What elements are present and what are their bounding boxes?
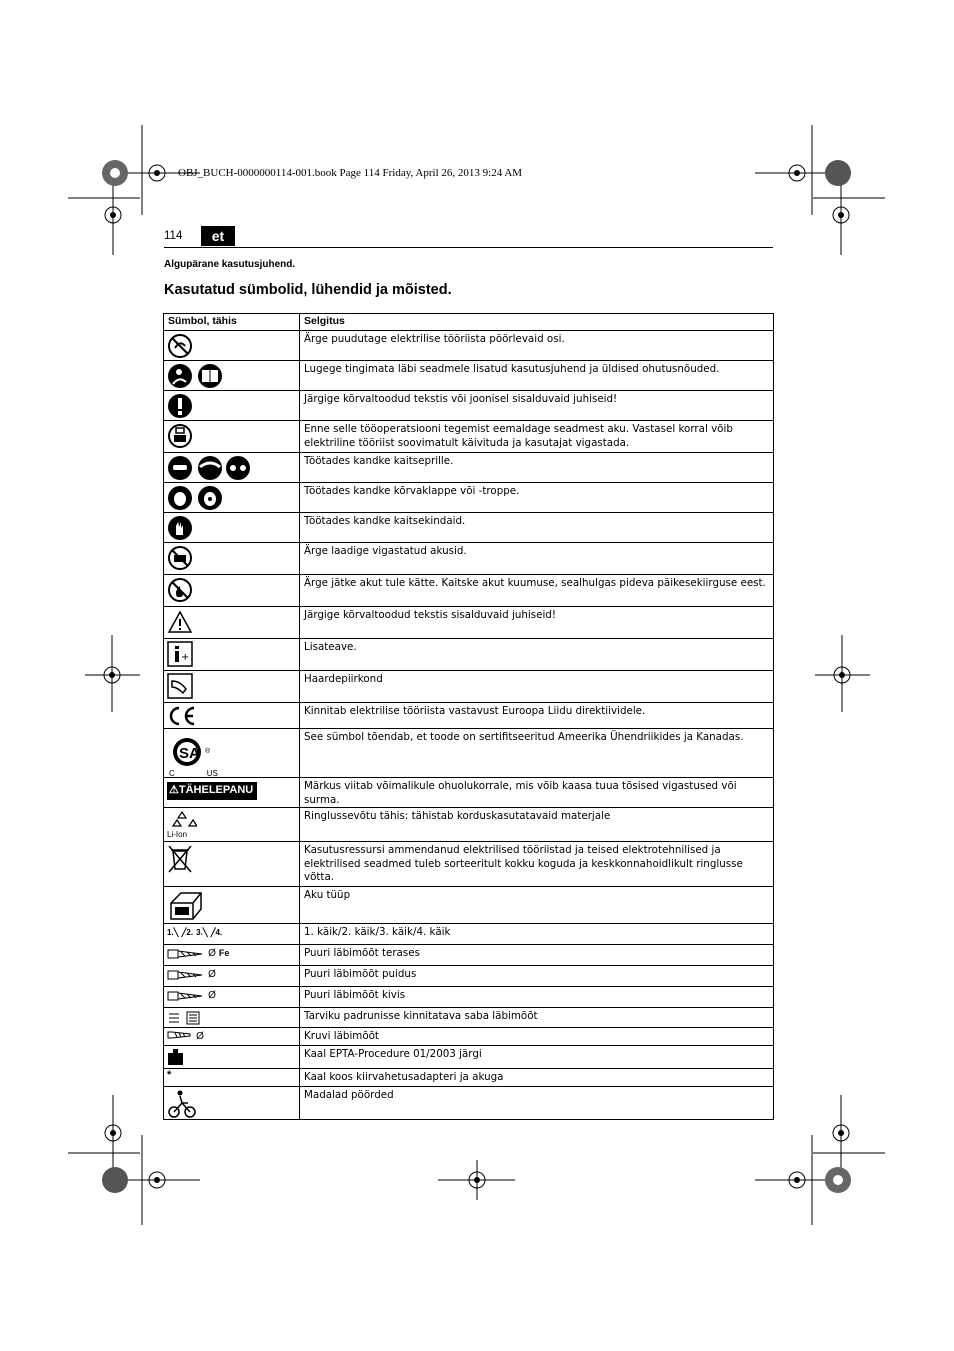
screw-diameter-icon (167, 1030, 193, 1040)
gear-4-icon: 4. (215, 928, 223, 937)
exclamation-icon (167, 393, 193, 419)
fe-label: Fe (218, 948, 230, 958)
table-row (164, 729, 774, 778)
table-row (164, 575, 774, 607)
chuck-shank-icon (167, 1010, 203, 1026)
table-row: 1.╲ ╱2. 3.╲ ╱4. 1. käik/2. käik/3. käik/4. käik (164, 924, 774, 945)
table-row (164, 421, 774, 453)
row-description: Järgige kõrvaltoodud tekstis või joonisel sisalduvaid juhiseid! (300, 391, 774, 421)
recycling-li-ion-icon (167, 810, 197, 830)
table-row (164, 391, 774, 421)
caution-label-icon: ⚠TÄHELEPANU (167, 782, 257, 800)
svg-text:®: ® (205, 748, 211, 755)
row-description: Kinnitab elektrilise tööriista vastavust Euroopa Liidu direktiividele. (300, 703, 774, 729)
row-description: Enne selle tööoperatsiooni tegemist eemaldage seadmest aku. Vastasel korral võib elektriline tööriist soovimatult käivituda ja kasutajat vigastada. (300, 421, 774, 453)
drill-wood-icon (167, 968, 205, 982)
table-row (164, 1069, 774, 1087)
csa-us-label: US (206, 769, 218, 778)
table-row (164, 1028, 774, 1046)
section-title: Kasutatud sümbolid, lühendid ja mõisted. (164, 282, 452, 298)
diameter-symbol: Ø (196, 1031, 204, 1042)
row-description: Töötades kandke kaitsekindaid. (300, 513, 774, 543)
table-row (164, 703, 774, 729)
column-header-description: Selgitus (300, 314, 774, 331)
row-description: Kruvi läbimõõt (300, 1028, 774, 1046)
table-row (164, 483, 774, 513)
diameter-symbol: Ø (208, 948, 216, 959)
table-row (164, 361, 774, 391)
low-speed-icon (167, 1089, 197, 1119)
page-number: 114 (164, 230, 183, 242)
header-rule (164, 247, 773, 248)
table-row (164, 778, 774, 808)
ear-protection-icon (167, 485, 223, 511)
asterisk-icon: * (164, 1069, 300, 1087)
li-ion-label: Li-Ion (167, 830, 188, 839)
table-row (164, 887, 774, 924)
remove-battery-icon (167, 423, 193, 449)
row-description: Märkus viitab võimalikule ohuolukorrale, mis võib kaasa tuua tõsised vigastused või surma. (300, 778, 774, 808)
gear-2-icon: 2. (186, 928, 194, 937)
battery-pack-icon (167, 889, 207, 923)
table-row (164, 331, 774, 361)
symbols-table (163, 313, 774, 1120)
file-header: OBJ_BUCH-0000000114-001.book Page 114 Friday, April 26, 2013 9:24 AM (178, 167, 523, 179)
language-tab: et (201, 226, 235, 246)
row-description: Madalad pöörded (300, 1087, 774, 1120)
table-row (164, 987, 774, 1008)
no-charge-damaged-battery-icon (167, 545, 193, 571)
warning-triangle-icon (167, 609, 193, 635)
row-description: Töötades kandke kaitseprille. (300, 453, 774, 483)
ce-mark-icon (167, 705, 197, 727)
row-description: Kaal koos kiirvahetusadapteri ja akuga (300, 1069, 774, 1087)
weight-icon (167, 1048, 185, 1066)
grip-area-icon (167, 673, 193, 699)
crossed-bin-icon (167, 844, 193, 874)
row-description: Puuri läbimõõt puidus (300, 966, 774, 987)
gloves-icon (167, 515, 193, 541)
table-row (164, 543, 774, 575)
row-description: Lugege tingimata läbi seadmele lisatud kasutusjuhend ja üldised ohutusnõuded. (300, 361, 774, 391)
row-description: Ärge laadige vigastatud akusid. (300, 543, 774, 575)
table-row (164, 513, 774, 543)
svg-text:+: + (181, 652, 190, 663)
no-fire-battery-icon (167, 577, 193, 603)
safety-goggles-icon (167, 455, 251, 481)
table-row (164, 671, 774, 703)
table-row (164, 966, 774, 987)
row-description: Ärge jätke akut tule kätte. Kaitske akut kuumuse, sealhulgas pideva päikesekiirguse eest. (300, 575, 774, 607)
table-row (164, 607, 774, 639)
diameter-symbol: Ø (208, 969, 216, 980)
table-row (164, 842, 774, 887)
document-subtitle: Algupärane kasutusjuhend. (164, 259, 296, 270)
csa-c-label: C (169, 769, 175, 778)
row-description: Järgige kõrvaltoodud tekstis sisalduvaid juhiseid! (300, 607, 774, 639)
read-manual-icon (167, 363, 223, 389)
row-description: Lisateave. (300, 639, 774, 671)
svg-text:SA: SA (179, 745, 200, 762)
table-row (164, 1008, 774, 1028)
table-row (164, 1087, 774, 1120)
table-row (164, 639, 774, 671)
drill-stone-icon (167, 989, 205, 1003)
row-description: Puuri läbimõõt kivis (300, 987, 774, 1008)
row-description: Haardepiirkond (300, 671, 774, 703)
row-description: Kaal EPTA-Procedure 01/2003 järgi (300, 1046, 774, 1069)
diameter-symbol: Ø (208, 990, 216, 1001)
row-description: Tarviku padrunisse kinnitatava saba läbimõõt (300, 1008, 774, 1028)
drill-steel-icon (167, 947, 205, 961)
row-description: Ärge puudutage elektrilise tööriista pöörlevaid osi. (300, 331, 774, 361)
row-description: Kasutusressursi ammendanud elektrilised tööriistad ja teised elektrotehnilised ja elektrilised seadmed tuleb sorteeritult kokku koguda ja keskkonnahoidlikult ringlusse võtta. (300, 842, 774, 887)
table-row (164, 808, 774, 842)
info-icon (167, 641, 193, 667)
gear-1-icon: 1. (167, 928, 174, 937)
table-row (164, 1046, 774, 1069)
csa-mark-icon (167, 731, 227, 777)
row-description: 1. käik/2. käik/3. käik/4. käik (300, 924, 774, 945)
row-description: Aku tüüp (300, 887, 774, 924)
table-row (164, 453, 774, 483)
no-touch-rotating-parts-icon (167, 333, 193, 359)
row-description: See sümbol tõendab, et toode on sertifitseeritud Ameerika Ühendriikides ja Kanadas. (300, 729, 774, 778)
table-header-row (164, 314, 774, 331)
row-description: Töötades kandke kõrvaklappe või -troppe. (300, 483, 774, 513)
row-description: Ringlussevõtu tähis: tähistab korduskasutatavaid materjale (300, 808, 774, 842)
row-description: Puuri läbimõõt terases (300, 945, 774, 966)
table-row (164, 945, 774, 966)
caution-label-text: TÄHELEPANU (178, 784, 254, 796)
column-header-symbol: Sümbol, tähis (164, 314, 300, 331)
gear-3-icon: 3. (196, 928, 203, 937)
